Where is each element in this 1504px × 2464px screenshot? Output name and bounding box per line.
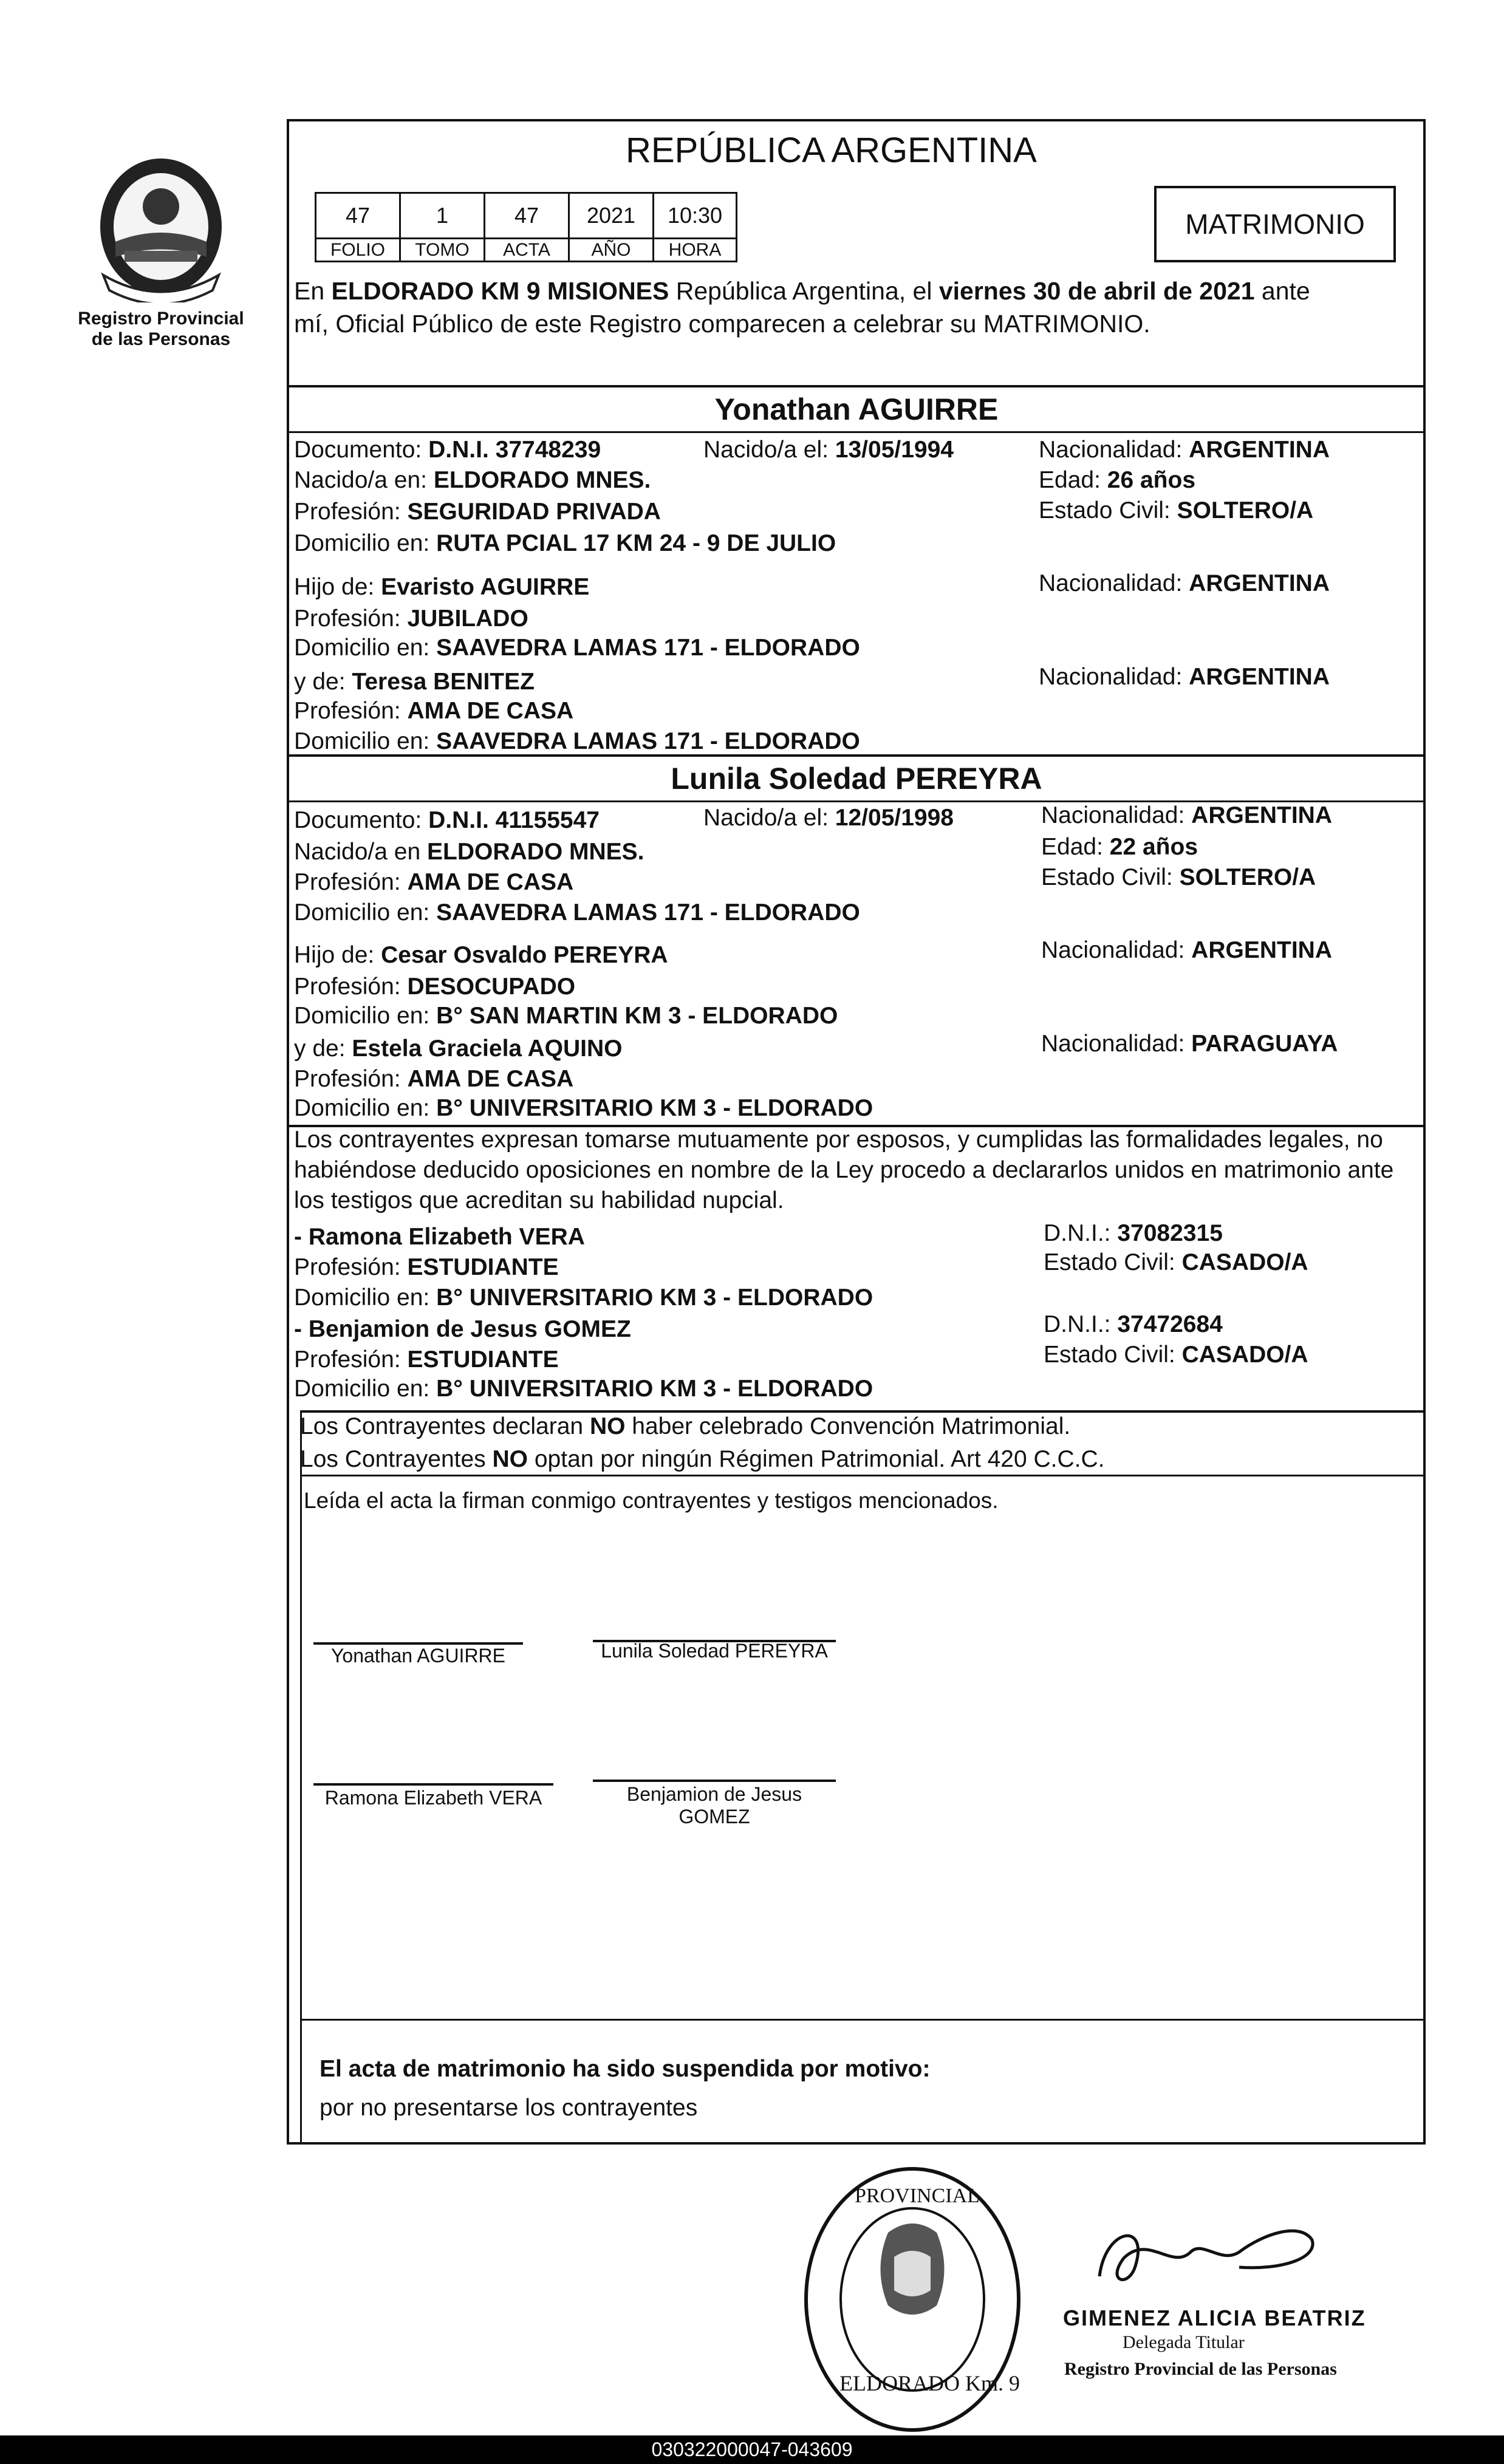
groom-signature-name: Yonathan AGUIRRE [331,1645,505,1667]
groom-civil-status: Estado Civil: SOLTERO/A [1039,497,1314,524]
groom-profession: Profesión: SEGURIDAD PRIVADA [294,499,661,525]
bride-mother-profession: Profesión: AMA DE CASA [294,1066,574,1092]
divider-groom-name [287,431,1426,433]
intro-line-1: En ELDORADO KM 9 MISIONES República Argentina, el viernes 30 de abril de 2021 ante [294,277,1310,305]
suspension-title: El acta de matrimonio ha sido suspendida por motivo: [320,2056,931,2082]
bride-father: Hijo de: Cesar Osvaldo PEREYRA [294,942,668,968]
witness-2-signature-name: Benjamion de Jesus GOMEZ [626,1783,802,1828]
official-organization: Registro Provincial de las Personas [1064,2359,1337,2379]
bride-birthdate: Nacido/a el: 12/05/1998 [703,805,954,831]
official-name: GIMENEZ ALICIA BEATRIZ [1063,2305,1366,2330]
divider-suspension-top [300,2019,1426,2021]
witness-1-name: - Ramona Elizabeth VERA [294,1224,585,1250]
official-handwritten-signature [1081,2216,1324,2301]
convention-line-1: Los Contrayentes declaran NO haber celebrado Convención Matrimonial. [300,1413,1071,1439]
tomo-label: TOMO [399,237,485,262]
bride-father-address: Domicilio en: B° SAN MARTIN KM 3 - ELDORADO [294,1003,838,1029]
bride-mother-address: Domicilio en: B° UNIVERSITARIO KM 3 - ELDORADO [294,1095,873,1121]
anio-label: AÑO [568,237,654,262]
ceremony-place: ELDORADO KM 9 MISIONES [331,277,669,305]
witness-1-signature-name: Ramona Elizabeth VERA [324,1787,542,1809]
groom-father-profession: Profesión: JUBILADO [294,606,528,632]
svg-text:ELDORADO Km. 9: ELDORADO Km. 9 [839,2371,1020,2395]
svg-text:PROVINCIAL: PROVINCIAL [855,2185,980,2207]
witness-1-profession: Profesión: ESTUDIANTE [294,1254,559,1280]
groom-birthdate: Nacido/a el: 13/05/1994 [703,437,954,463]
hora-label: HORA [652,237,737,262]
inner-left-rule [300,1410,302,2145]
document-code: 030322000047-043609 [651,2438,853,2460]
convention-line-2: Los Contrayentes NO optan por ningún Régimen Patrimonial. Art 420 C.C.C. [300,1446,1105,1472]
witness-2-address: Domicilio en: B° UNIVERSITARIO KM 3 - ELDORADO [294,1376,873,1402]
folio-value: 47 [315,192,401,239]
suspension-reason: por no presentarse los contrayentes [320,2095,698,2121]
logo-caption [61,309,261,350]
witness-1-dni: D.N.I.: 37082315 [1044,1220,1223,1246]
bride-birthplace: Nacido/a en ELDORADO MNES. [294,839,644,865]
act-type-box: MATRIMONIO [1154,186,1396,262]
anio-value: 2021 [568,192,654,239]
acta-label: ACTA [484,237,570,262]
acta-value: 47 [484,192,570,239]
divider-groom-top [287,385,1426,387]
registry-fields-table [315,192,737,262]
groom-father-nationality: Nacionalidad: ARGENTINA [1039,570,1330,596]
witness-1-civil-status: Estado Civil: CASADO/A [1044,1249,1308,1275]
bride-address: Domicilio en: SAAVEDRA LAMAS 171 - ELDORADO [294,899,860,926]
witness-2-name: - Benjamion de Jesus GOMEZ [294,1316,631,1342]
ceremony-date: viernes 30 de abril de 2021 [938,277,1255,305]
province-seal-logo [91,151,231,302]
witness-2-dni: D.N.I.: 37472684 [1044,1311,1223,1337]
frame-top [287,119,1426,121]
reading-statement: Leída el acta la firman conmigo contrayentes y testigos mencionados. [304,1488,999,1513]
bride-father-profession: Profesión: DESOCUPADO [294,974,576,1000]
bride-profession: Profesión: AMA DE CASA [294,869,574,895]
bride-signature-name: Lunila Soledad PEREYRA [601,1640,828,1662]
declaration-line-3: los testigos que acreditan su habilidad nupcial. [294,1187,784,1213]
logo-caption-line1: Registro Provincial [78,309,244,329]
bride-age: Edad: 22 años [1041,834,1198,860]
groom-mother: y de: Teresa BENITEZ [294,669,535,695]
groom-documento: Documento: D.N.I. 37748239 [294,437,601,463]
groom-birthplace: Nacido/a en: ELDORADO MNES. [294,467,651,493]
groom-age: Edad: 26 años [1039,467,1196,493]
groom-name: Yonathan AGUIRRE [714,392,999,426]
witness-2-civil-status: Estado Civil: CASADO/A [1044,1342,1308,1368]
groom-address: Domicilio en: RUTA PCIAL 17 KM 24 - 9 DE JULIO [294,530,836,556]
bride-mother-nationality: Nacionalidad: PARAGUAYA [1041,1031,1338,1057]
groom-father: Hijo de: Evaristo AGUIRRE [294,574,590,600]
declaration-line-2: habiéndose deducido oposiciones en nombre de la Ley procedo a declararlos unidos en matrimonio ante [294,1157,1394,1183]
groom-father-address: Domicilio en: SAAVEDRA LAMAS 171 - ELDORADO [294,635,860,661]
bride-mother: y de: Estela Graciela AQUINO [294,1036,623,1062]
bride-name: Lunila Soledad PEREYRA [671,762,1042,796]
bride-documento: Documento: D.N.I. 41155547 [294,807,600,833]
official-role: Delegada Titular [1123,2332,1245,2352]
witness-1-signature-line [313,1783,553,1786]
document-title: REPÚBLICA ARGENTINA [626,131,1037,170]
witness-2-profession: Profesión: ESTUDIANTE [294,1346,559,1373]
bride-civil-status: Estado Civil: SOLTERO/A [1041,864,1316,890]
divider-signatures-top [300,1475,1426,1476]
hora-value: 10:30 [652,192,737,239]
folio-label: FOLIO [315,237,401,262]
bride-nationality: Nacionalidad: ARGENTINA [1041,802,1333,828]
groom-mother-nationality: Nacionalidad: ARGENTINA [1039,664,1330,690]
groom-mother-address: Domicilio en: SAAVEDRA LAMAS 171 - ELDORADO [294,728,860,754]
groom-mother-profession: Profesión: AMA DE CASA [294,698,574,724]
groom-nationality: Nacionalidad: ARGENTINA [1039,437,1330,463]
tomo-value: 1 [399,192,485,239]
official-stamp [797,2160,1028,2439]
logo-caption-line2: de las Personas [91,329,231,349]
frame-bottom [287,2142,1426,2145]
witness-2-signature-line [593,1780,836,1782]
witness-1-address: Domicilio en: B° UNIVERSITARIO KM 3 - ELDORADO [294,1285,873,1311]
declaration-line-1: Los contrayentes expresan tomarse mutuamente por esposos, y cumplidas las formalidades legales, no [294,1127,1383,1153]
bride-father-nationality: Nacionalidad: ARGENTINA [1041,937,1333,963]
divider-bride-top [287,754,1426,757]
intro-line-2: mí, Oficial Público de este Registro comparecen a celebrar su MATRIMONIO. [294,310,1150,338]
